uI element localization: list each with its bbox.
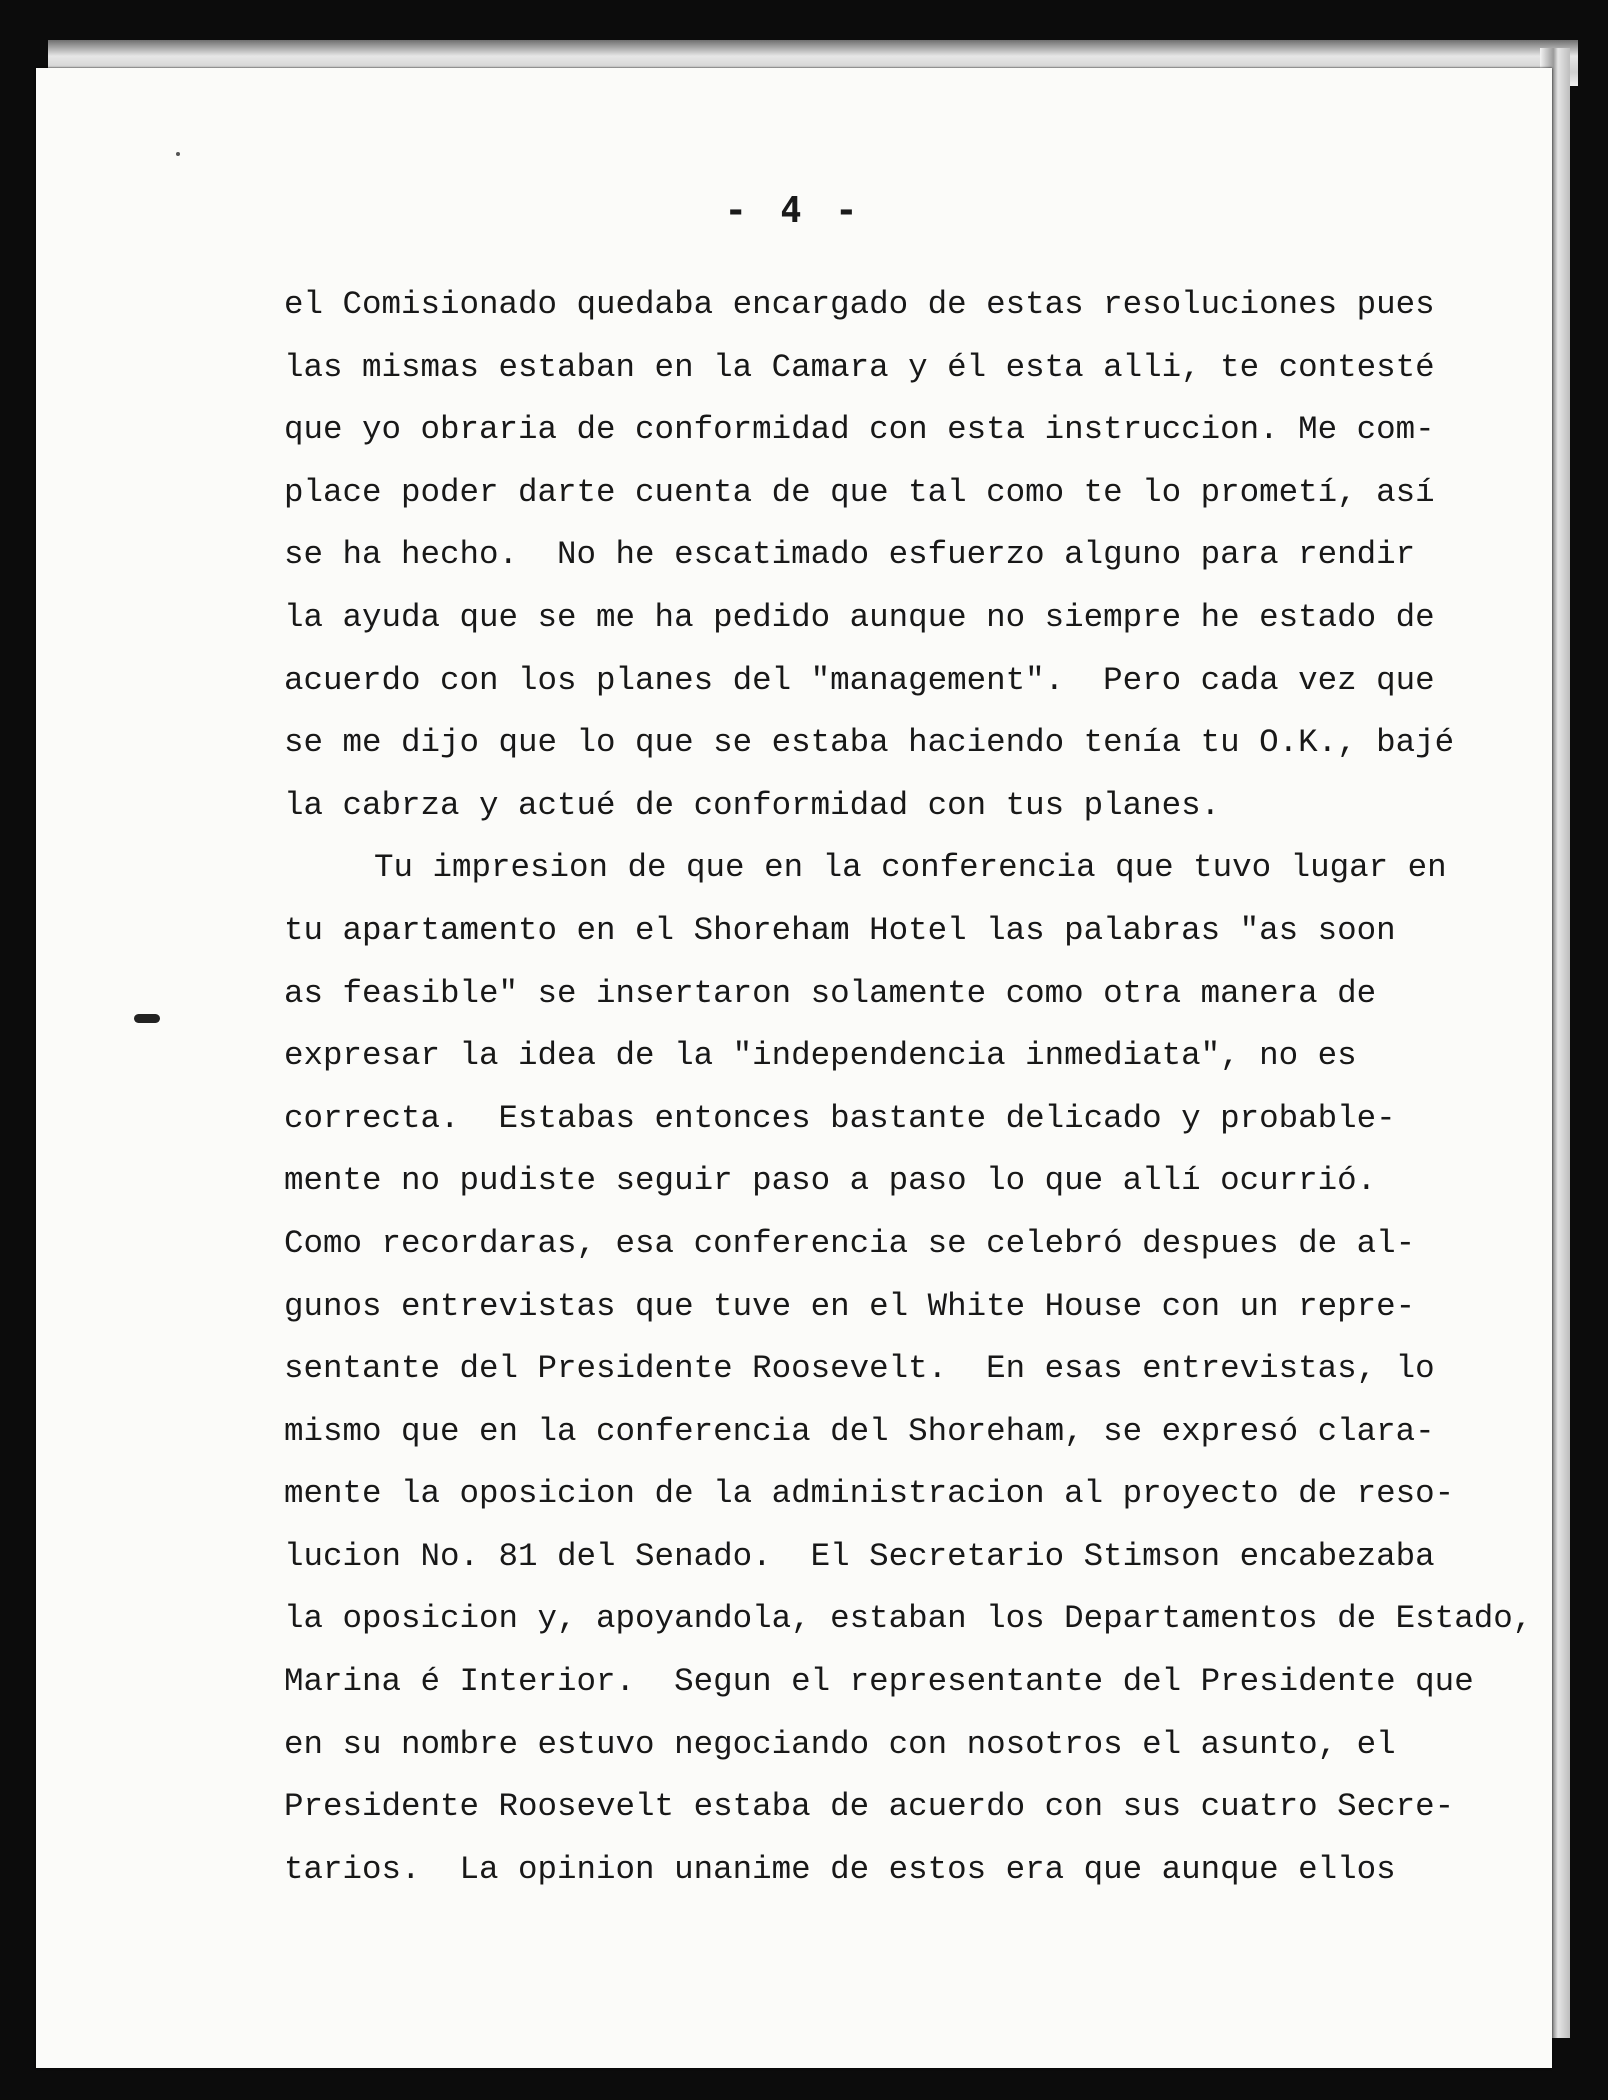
text-line: mismo que en la conferencia del Shoreham, se expresó clara-: [284, 1412, 1435, 1450]
text-line: se ha hecho. No he escatimado esfuerzo alguno para rendir: [284, 536, 1416, 574]
text-line: la ayuda que se me ha pedido aunque no siempre he estado de: [284, 598, 1435, 636]
text-line: tarios. La opinion unanime de estos era que aunque ellos: [284, 1850, 1396, 1888]
page-number: - 4 -: [724, 190, 864, 231]
paper-sheet: [36, 68, 1552, 2068]
text-line: lucion No. 81 del Senado. El Secretario Stimson encabezaba: [284, 1537, 1435, 1575]
text-line: gunos entrevistas que tuve en el White House con un repre-: [284, 1287, 1416, 1325]
text-line: el Comisionado quedaba encargado de estas resoluciones pues: [284, 286, 1435, 323]
text-line: la oposicion y, apoyandola, estaban los Departamentos de Estado,: [284, 1600, 1533, 1638]
text-line: las mismas estaban en la Camara y él esta alli, te contesté: [284, 348, 1435, 386]
letter-body: [284, 274, 1544, 1901]
speck-mark: [176, 152, 180, 156]
text-line: se me dijo que lo que se estaba haciendo tenía tu O.K., bajé: [284, 724, 1455, 762]
margin-mark: [134, 1014, 160, 1023]
text-line: place poder darte cuenta de que tal como te lo prometí, así: [284, 473, 1435, 511]
paragraph-start-line: Tu impresion de que en la conferencia que tuvo lugar en: [374, 849, 1447, 887]
text-line: en su nombre estuvo negociando con nosotros el asunto, el: [284, 1725, 1396, 1763]
text-line: la cabrza y actué de conformidad con tus planes.: [284, 786, 1221, 824]
text-line: Como recordaras, esa conferencia se celebró despues de al-: [284, 1224, 1416, 1262]
text-line: acuerdo con los planes del "management". Pero cada vez que: [284, 661, 1435, 699]
text-line: Marina é Interior. Segun el representante del Presidente que: [284, 1663, 1474, 1701]
text-line: as feasible" se insertaron solamente como otra manera de: [284, 974, 1377, 1012]
text-line: sentante del Presidente Roosevelt. En esas entrevistas, lo: [284, 1350, 1435, 1388]
text-line: que yo obraria de conformidad con esta instruccion. Me com-: [284, 411, 1435, 449]
text-line: Presidente Roosevelt estaba de acuerdo con sus cuatro Secre-: [284, 1788, 1455, 1826]
text-line: correcta. Estabas entonces bastante delicado y probable-: [284, 1099, 1396, 1137]
text-line: mente la oposicion de la administracion al proyecto de reso-: [284, 1475, 1455, 1513]
text-line: mente no pudiste seguir paso a paso lo que allí ocurrió.: [284, 1162, 1377, 1200]
text-line: expresar la idea de la "independencia inmediata", no es: [284, 1037, 1357, 1075]
text-line: tu apartamento en el Shoreham Hotel las palabras "as soon: [284, 911, 1396, 949]
